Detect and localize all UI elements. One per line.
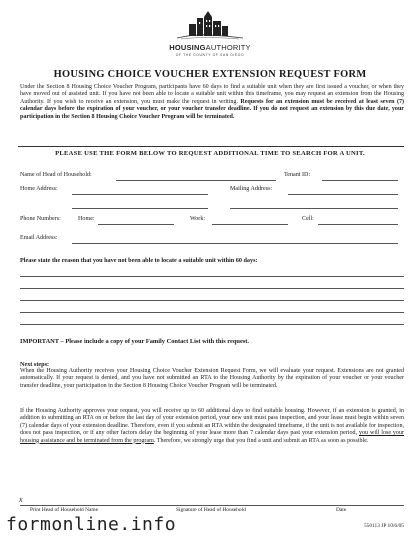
phone-numbers-label: Phone Numbers: <box>20 216 61 222</box>
next-steps-paragraph-2: If the Housing Authority approves your request, you will receive up to 60 additional days to find suitable housing. However, if an extension is granted, in addition to submitting an RTA on or before the last day of your extension period, your new unit must pass inspection, and your lease must begin within seven (7) calendar days of your extension deadline. Therefore, even if you submit an RTA within the designated timeframe, if the unit is not available for inspection, does not pass inspection, or if any other factors delay the beginning of your lease more than 7 calendar days past your extension period, you will lose your housing assistance and be terminated from the program. Therefore, we strongly urge that you find a unit and submit an RTA as soon as possible. <box>20 408 404 444</box>
head-of-household-label: Name of Head of Household: <box>20 172 92 178</box>
work-phone-label: Work: <box>190 216 206 222</box>
tenant-id-field[interactable] <box>322 180 398 181</box>
mailing-address-label: Mailing Address: <box>230 186 273 192</box>
email-label: Email Address: <box>20 235 58 241</box>
building-skyline-icon <box>175 8 245 42</box>
instruction-banner: PLEASE USE THE FORM BELOW TO REQUEST ADDITIONAL TIME TO SEARCH FOR A UNIT. <box>55 150 365 157</box>
mailing-address-field-1[interactable] <box>288 194 398 195</box>
section-divider <box>18 146 404 147</box>
logo-wordmark: HOUSINGAUTHORITY <box>169 43 251 52</box>
cell-phone-field[interactable] <box>318 224 398 225</box>
print-name-label: Print Head of Household Name <box>30 507 98 513</box>
cell-phone-label: Cell: <box>302 216 314 222</box>
watermark-text: formonline.info <box>6 514 177 535</box>
next-steps-paragraph-1: When the Housing Authority receives your Housing Choice Voucher Extension Request Form, we will evaluate your request. Extensions are not granted automatically. If your request is denied, and you have not submitted an RTA to the Housing Authority by the expiration of your voucher or your voucher transfer deadline, your participation in the Section 8 Housing Choice Voucher Program will be terminated. <box>20 368 404 389</box>
home-address-field-1[interactable] <box>72 194 208 195</box>
reason-line-4[interactable] <box>20 312 404 313</box>
housing-authority-logo <box>160 8 260 66</box>
signature-line[interactable] <box>20 505 404 506</box>
home-phone-field[interactable] <box>98 224 174 225</box>
next-steps-heading: Next steps: <box>20 361 50 368</box>
signature-label: Signature of Head of Household <box>176 507 246 513</box>
reason-prompt: Please state the reason that you have not been able to locate a suitable unit within 60 days: <box>20 257 258 264</box>
head-of-household-field[interactable] <box>116 180 276 181</box>
home-phone-label: Home: <box>78 216 95 222</box>
email-field[interactable] <box>72 243 398 244</box>
form-title: HOUSING CHOICE VOUCHER EXTENSION REQUEST FORM <box>53 69 367 80</box>
mailing-address-field-2[interactable] <box>230 208 398 209</box>
form-code: 550113 JP 10/6/05 <box>363 523 404 529</box>
reason-line-3[interactable] <box>20 300 404 301</box>
work-phone-field[interactable] <box>212 224 288 225</box>
reason-line-2[interactable] <box>20 288 404 289</box>
date-label: Date <box>336 507 347 513</box>
home-address-label: Home Address: <box>20 186 58 192</box>
reason-line-1[interactable] <box>20 276 404 277</box>
reason-line-5[interactable] <box>20 324 404 325</box>
logo-subtitle: OF THE COUNTY OF SAN DIEGO <box>175 53 245 57</box>
important-notice: IMPORTANT – Please include a copy of your Family Contact List with this request. <box>20 338 250 345</box>
signature-x-mark: x <box>19 495 23 504</box>
intro-paragraph: Under the Section 8 Housing Choice Voucher Program, participants have 60 days to find a suitable unit when they are first issued a voucher, or when they have moved out of assisted unit. If you have not been able to locate a suitable unit within this timeframe, you may request an extension from the Housing Authority. If you wish to receive an extension, you must make the request in writing. Requests for an extension must be received at least seven (7) calendar days before the expiration of your voucher, or your voucher transfer deadline. If you do not request an extension by this due date, your participation in the Section 8 Housing Choice Voucher Program will be terminated. <box>20 84 404 120</box>
tenant-id-label: Tenant ID: <box>284 172 311 178</box>
home-address-field-2[interactable] <box>72 208 208 209</box>
